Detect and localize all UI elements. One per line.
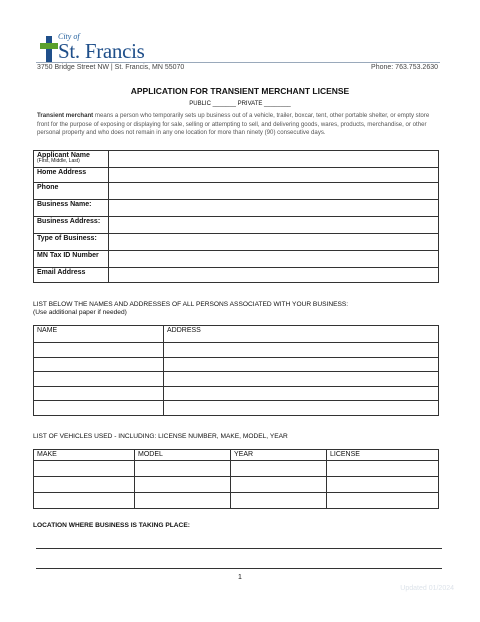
cross-logo-icon bbox=[40, 36, 58, 62]
logo-city-text: City of bbox=[58, 32, 80, 41]
field-label-text: Type of Business: bbox=[37, 235, 97, 242]
vehicles-cell[interactable] bbox=[231, 461, 327, 477]
updated-date: Updated 01/2024 bbox=[400, 585, 454, 592]
vehicles-cell[interactable] bbox=[135, 461, 231, 477]
persons-heading-text: LIST BELOW THE NAMES AND ADDRESSES OF ALL PERSONS ASSOCIATED WITH YOUR BUSINESS: bbox=[33, 301, 349, 308]
persons-column-header: NAME bbox=[34, 326, 164, 343]
page-number: 1 bbox=[238, 574, 242, 581]
vehicles-cell[interactable] bbox=[231, 477, 327, 493]
applicant-row bbox=[34, 200, 439, 217]
persons-cell[interactable] bbox=[34, 343, 164, 358]
form-title: APPLICATION FOR TRANSIENT MERCHANT LICENSE bbox=[130, 86, 350, 96]
applicant-field-label bbox=[34, 268, 109, 283]
field-label-text: MN Tax ID Number bbox=[37, 252, 99, 259]
applicant-table bbox=[33, 150, 439, 283]
vehicles-header-row bbox=[34, 450, 439, 461]
location-line-1[interactable] bbox=[36, 548, 442, 549]
applicant-field-input[interactable] bbox=[109, 151, 439, 168]
applicant-field-input[interactable] bbox=[109, 251, 439, 268]
field-label-text: Phone bbox=[37, 184, 59, 191]
persons-row bbox=[34, 357, 439, 372]
applicant-row bbox=[34, 168, 439, 183]
field-sublabel: (First, Middle, Last) bbox=[37, 158, 80, 164]
applicant-field-input[interactable] bbox=[109, 217, 439, 234]
field-label-text: Applicant Name bbox=[37, 152, 90, 159]
applicant-field-label bbox=[34, 234, 109, 251]
applicant-field-label bbox=[34, 183, 109, 200]
persons-cell[interactable] bbox=[34, 357, 164, 372]
persons-cell[interactable] bbox=[164, 386, 439, 401]
applicant-row bbox=[34, 251, 439, 268]
applicant-field-input[interactable] bbox=[109, 200, 439, 217]
persons-note: (Use additional paper if needed) bbox=[33, 309, 127, 316]
field-label-text: Business Name: bbox=[37, 201, 92, 208]
persons-cell[interactable] bbox=[164, 372, 439, 387]
vehicles-cell[interactable] bbox=[327, 461, 439, 477]
definition-text: means a person who temporarily sets up business out of a vehicle, trailer, boxcar, tent, other portable shelter, or empty store front for the purpose of exposing or displaying for sale, selling or attempting to sell, and delivering goods, wares, products, merchandise, or other personal property and who does not remain in any one location for more than ninety (90) consecutive days. bbox=[37, 112, 430, 137]
applicant-row bbox=[34, 217, 439, 234]
definition-term: Transient merchant bbox=[37, 112, 94, 119]
vehicles-cell[interactable] bbox=[34, 493, 135, 509]
header-divider bbox=[36, 62, 440, 63]
persons-heading bbox=[33, 301, 348, 317]
city-phone: Phone: 763.753.2630 bbox=[371, 64, 438, 71]
persons-table bbox=[33, 325, 439, 416]
public-private-field[interactable]: PUBLIC _______ PRIVATE ________ bbox=[189, 101, 291, 107]
applicant-field-label bbox=[34, 251, 109, 268]
persons-column-header: ADDRESS bbox=[164, 326, 439, 343]
persons-row bbox=[34, 372, 439, 387]
applicant-row bbox=[34, 234, 439, 251]
persons-row bbox=[34, 401, 439, 416]
definition-paragraph bbox=[37, 112, 441, 138]
vehicles-column-header: MAKE bbox=[34, 450, 135, 461]
vehicles-heading: LIST OF VEHICLES USED - INCLUDING: LICENSE NUMBER, MAKE, MODEL, YEAR bbox=[33, 433, 288, 440]
applicant-row bbox=[34, 151, 439, 168]
vehicles-column-header: MODEL bbox=[135, 450, 231, 461]
persons-cell[interactable] bbox=[164, 357, 439, 372]
applicant-field-label bbox=[34, 200, 109, 217]
applicant-row bbox=[34, 183, 439, 200]
applicant-row bbox=[34, 268, 439, 283]
field-label-text: Home Address bbox=[37, 169, 87, 176]
location-line-2[interactable] bbox=[36, 568, 442, 569]
vehicles-cell[interactable] bbox=[135, 493, 231, 509]
persons-cell[interactable] bbox=[164, 343, 439, 358]
vehicles-cell[interactable] bbox=[231, 493, 327, 509]
applicant-field-input[interactable] bbox=[109, 168, 439, 183]
persons-cell[interactable] bbox=[34, 372, 164, 387]
location-heading: LOCATION WHERE BUSINESS IS TAKING PLACE: bbox=[33, 522, 190, 529]
vehicles-column-header: YEAR bbox=[231, 450, 327, 461]
vehicles-cell[interactable] bbox=[135, 477, 231, 493]
applicant-field-input[interactable] bbox=[109, 234, 439, 251]
vehicles-cell[interactable] bbox=[327, 477, 439, 493]
field-label-text: Business Address: bbox=[37, 218, 101, 225]
vehicles-cell[interactable] bbox=[34, 477, 135, 493]
vehicles-cell[interactable] bbox=[327, 493, 439, 509]
vehicles-table bbox=[33, 449, 439, 509]
vehicles-row bbox=[34, 493, 439, 509]
vehicles-cell[interactable] bbox=[34, 461, 135, 477]
persons-header-row bbox=[34, 326, 439, 343]
applicant-field-input[interactable] bbox=[109, 183, 439, 200]
persons-row bbox=[34, 343, 439, 358]
persons-cell[interactable] bbox=[164, 401, 439, 416]
applicant-field-label bbox=[34, 217, 109, 234]
applicant-field-label bbox=[34, 151, 109, 168]
applicant-field-label bbox=[34, 168, 109, 183]
city-address: 3750 Bridge Street NW | St. Francis, MN 55070 bbox=[37, 64, 185, 71]
vehicles-row bbox=[34, 477, 439, 493]
field-label-text: Email Address bbox=[37, 269, 86, 276]
vehicles-row bbox=[34, 461, 439, 477]
vehicles-column-header: LICENSE bbox=[327, 450, 439, 461]
city-logo bbox=[38, 34, 148, 64]
logo-name-text: St. Francis bbox=[58, 39, 145, 63]
persons-cell[interactable] bbox=[34, 386, 164, 401]
persons-row bbox=[34, 386, 439, 401]
applicant-field-input[interactable] bbox=[109, 268, 439, 283]
persons-cell[interactable] bbox=[34, 401, 164, 416]
